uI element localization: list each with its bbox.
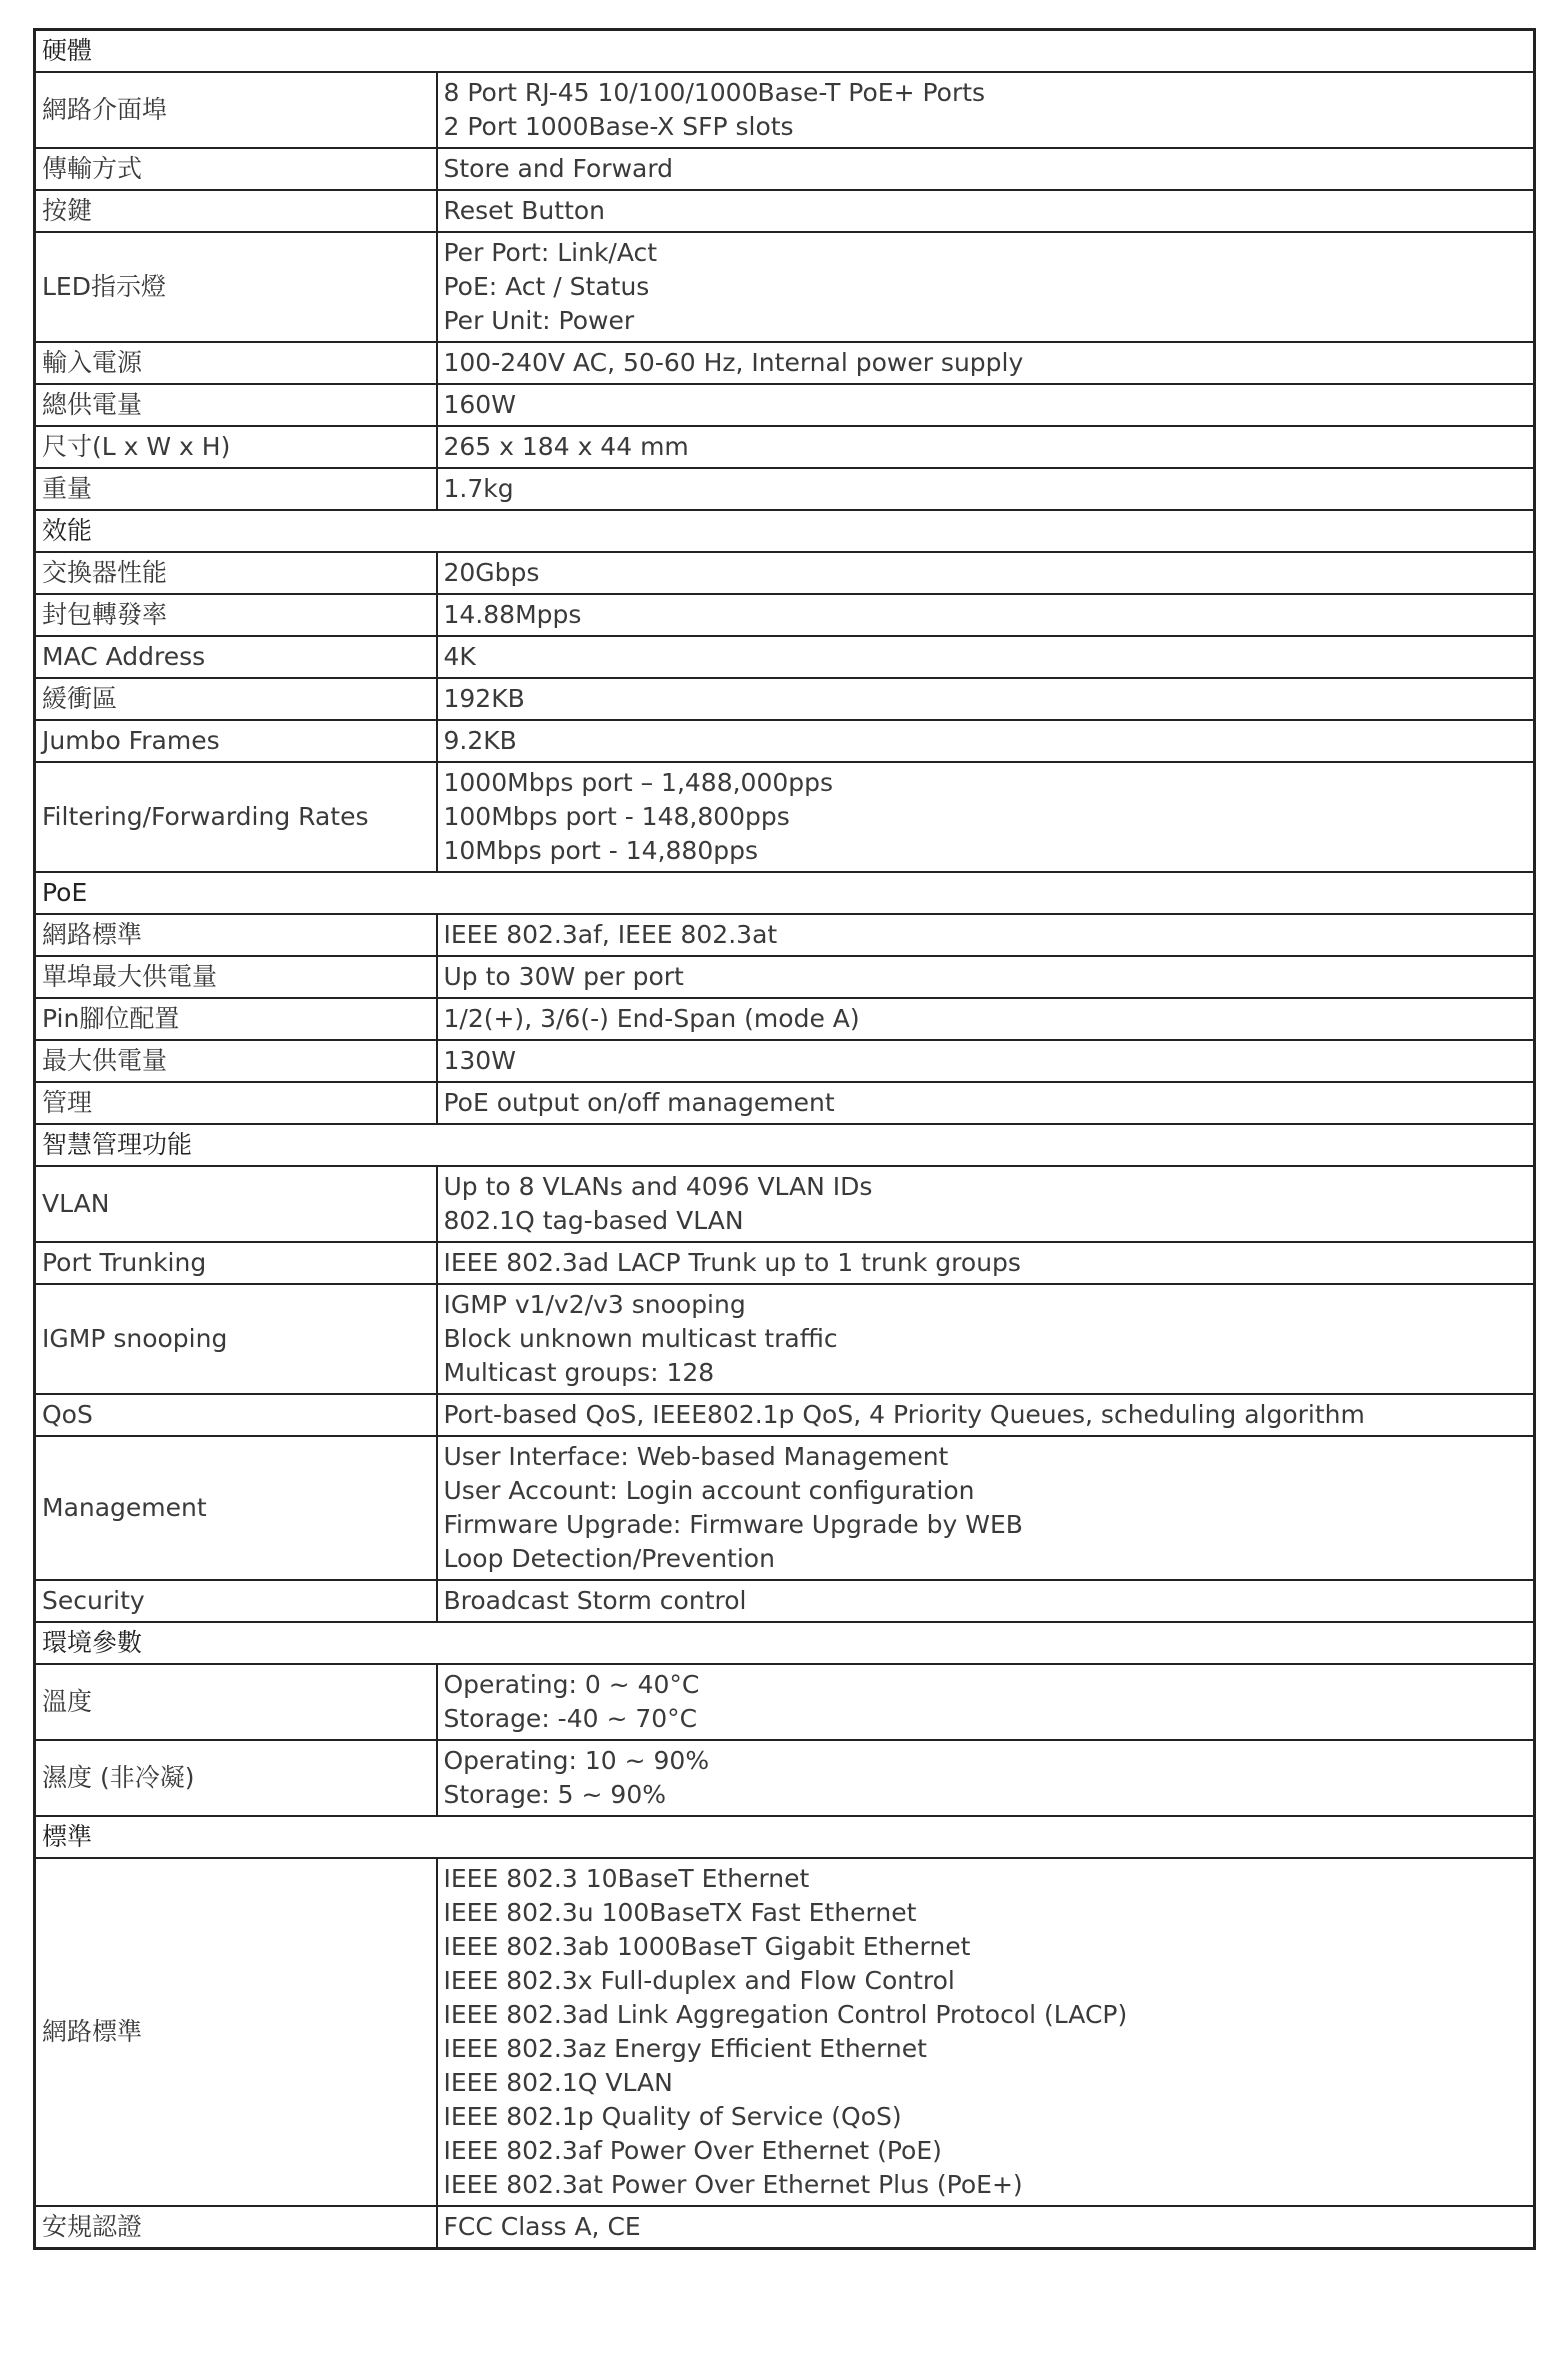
section-header-row	[35, 1622, 1535, 1664]
spec-value-line: IEEE 802.3at Power Over Ethernet Plus (PoE+)	[443, 2170, 1023, 2199]
section-header-row	[35, 872, 1535, 914]
spec-label: Filtering/Forwarding Rates	[35, 762, 437, 872]
spec-row	[35, 720, 1535, 762]
spec-value-line: IEEE 802.3u 100BaseTX Fast Ethernet	[443, 1898, 917, 1927]
section-title: 智慧管理功能	[35, 1124, 1535, 1166]
spec-row	[35, 232, 1535, 342]
spec-row	[35, 678, 1535, 720]
spec-value-line: PoE output on/off management	[443, 1088, 835, 1117]
spec-row	[35, 636, 1535, 678]
spec-row	[35, 426, 1535, 468]
spec-label: 最大供電量	[35, 1040, 437, 1082]
spec-value-cell	[437, 720, 1535, 762]
spec-value-line: Reset Button	[443, 196, 606, 225]
spec-value-cell	[437, 678, 1535, 720]
spec-value-cell	[437, 72, 1535, 148]
spec-value-cell	[437, 1082, 1535, 1124]
spec-label: Pin腳位配置	[35, 998, 437, 1040]
spec-value-line: 100Mbps port - 148,800pps	[443, 802, 790, 831]
spec-value-cell	[437, 1858, 1535, 2206]
spec-value-cell	[437, 914, 1535, 956]
spec-value-line: Operating: 0 ~ 40°C	[443, 1670, 700, 1699]
spec-row	[35, 384, 1535, 426]
spec-value-cell	[437, 190, 1535, 232]
spec-row	[35, 1580, 1535, 1622]
spec-row	[35, 1858, 1535, 2206]
spec-label: Security	[35, 1580, 437, 1622]
spec-value-line: Operating: 10 ~ 90%	[443, 1746, 710, 1775]
spec-label: 單埠最大供電量	[35, 956, 437, 998]
spec-value-cell	[437, 998, 1535, 1040]
spec-value-line: User Interface: Web-based Management	[443, 1442, 949, 1471]
spec-table	[33, 28, 1536, 2250]
spec-label: 尺寸(L x W x H)	[35, 426, 437, 468]
spec-row	[35, 1040, 1535, 1082]
spec-value-line: IEEE 802.3af, IEEE 802.3at	[443, 920, 778, 949]
spec-row	[35, 148, 1535, 190]
spec-label: 輸入電源	[35, 342, 437, 384]
spec-value-line: 265 x 184 x 44 mm	[443, 432, 689, 461]
spec-label: 溫度	[35, 1664, 437, 1740]
spec-row	[35, 72, 1535, 148]
spec-label: IGMP snooping	[35, 1284, 437, 1394]
spec-row	[35, 914, 1535, 956]
spec-row	[35, 1284, 1535, 1394]
spec-value-cell	[437, 232, 1535, 342]
spec-value-line: 130W	[443, 1046, 516, 1075]
spec-value-line: 14.88Mpps	[443, 600, 582, 629]
spec-value-line: IEEE 802.1p Quality of Service (QoS)	[443, 2102, 902, 2131]
spec-value-cell	[437, 1740, 1535, 1816]
spec-row	[35, 1394, 1535, 1436]
spec-value-cell	[437, 594, 1535, 636]
spec-value-cell	[437, 552, 1535, 594]
spec-value-line: 100-240V AC, 50-60 Hz, Internal power supply	[443, 348, 1024, 377]
spec-value-line: User Account: Login account configuration	[443, 1476, 975, 1505]
spec-value-line: 2 Port 1000Base-X SFP slots	[443, 112, 794, 141]
spec-value-cell	[437, 956, 1535, 998]
section-title: 標準	[35, 1816, 1535, 1858]
spec-value-cell	[437, 342, 1535, 384]
spec-value-line: Loop Detection/Prevention	[443, 1544, 775, 1573]
spec-value-line: 160W	[443, 390, 516, 419]
spec-value-line: Firmware Upgrade: Firmware Upgrade by WEB	[443, 1510, 1023, 1539]
spec-row	[35, 1664, 1535, 1740]
spec-label: 重量	[35, 468, 437, 510]
spec-value-line: Up to 8 VLANs and 4096 VLAN IDs	[443, 1172, 873, 1201]
spec-value-cell	[437, 2206, 1535, 2249]
spec-value-cell	[437, 1664, 1535, 1740]
spec-value-line: IGMP v1/v2/v3 snooping	[443, 1290, 746, 1319]
spec-value-cell	[437, 148, 1535, 190]
spec-label: MAC Address	[35, 636, 437, 678]
spec-label: 管理	[35, 1082, 437, 1124]
spec-value-line: PoE: Act / Status	[443, 272, 650, 301]
spec-label: 網路標準	[35, 914, 437, 956]
spec-value-line: IEEE 802.3ad Link Aggregation Control Protocol (LACP)	[443, 2000, 1128, 2029]
spec-value-line: IEEE 802.3az Energy Efficient Ethernet	[443, 2034, 927, 2063]
spec-label: 安規認證	[35, 2206, 437, 2249]
spec-label: VLAN	[35, 1166, 437, 1242]
spec-value-line: 1.7kg	[443, 474, 514, 503]
section-header-row	[35, 1124, 1535, 1166]
spec-value-line: 4K	[443, 642, 476, 671]
spec-value-line: Broadcast Storm control	[443, 1586, 747, 1615]
spec-row	[35, 190, 1535, 232]
spec-row	[35, 2206, 1535, 2249]
spec-value-line: 10Mbps port - 14,880pps	[443, 836, 758, 865]
spec-row	[35, 552, 1535, 594]
section-title: 效能	[35, 510, 1535, 552]
section-title: 環境參數	[35, 1622, 1535, 1664]
spec-value-cell	[437, 1242, 1535, 1284]
spec-label: 總供電量	[35, 384, 437, 426]
spec-value-line: 9.2KB	[443, 726, 517, 755]
spec-value-line: FCC Class A, CE	[443, 2212, 641, 2241]
section-header-row	[35, 1816, 1535, 1858]
section-title: 硬體	[35, 30, 1535, 73]
spec-value-line: 1/2(+), 3/6(-) End-Span (mode A)	[443, 1004, 860, 1033]
spec-label: 緩衝區	[35, 678, 437, 720]
spec-value-cell	[437, 1166, 1535, 1242]
spec-row	[35, 468, 1535, 510]
spec-value-cell	[437, 1580, 1535, 1622]
spec-value-line: IEEE 802.1Q VLAN	[443, 2068, 673, 2097]
spec-value-line: Per Port: Link/Act	[443, 238, 658, 267]
spec-label: 按鍵	[35, 190, 437, 232]
spec-label: 網路介面埠	[35, 72, 437, 148]
spec-row	[35, 998, 1535, 1040]
spec-value-line: Up to 30W per port	[443, 962, 684, 991]
spec-table-body	[35, 30, 1535, 2249]
spec-label: 濕度 (非冷凝)	[35, 1740, 437, 1816]
spec-value-line: 20Gbps	[443, 558, 540, 587]
spec-value-line: IEEE 802.3x Full-duplex and Flow Control	[443, 1966, 955, 1995]
spec-row	[35, 1242, 1535, 1284]
spec-row	[35, 762, 1535, 872]
spec-value-line: Per Unit: Power	[443, 306, 635, 335]
spec-row	[35, 342, 1535, 384]
spec-label: QoS	[35, 1394, 437, 1436]
spec-label: 傳輸方式	[35, 148, 437, 190]
spec-value-line: Multicast groups: 128	[443, 1358, 715, 1387]
spec-value-cell	[437, 636, 1535, 678]
spec-value-cell	[437, 762, 1535, 872]
spec-value-line: 1000Mbps port – 1,488,000pps	[443, 768, 834, 797]
spec-value-line: Port-based QoS, IEEE802.1p QoS, 4 Priority Queues, scheduling algorithm	[443, 1400, 1365, 1429]
spec-value-line: IEEE 802.3ad LACP Trunk up to 1 trunk groups	[443, 1248, 1021, 1277]
spec-value-line: 192KB	[443, 684, 525, 713]
spec-value-line: Storage: 5 ~ 90%	[443, 1780, 666, 1809]
spec-label: Management	[35, 1436, 437, 1580]
spec-value-line: IEEE 802.3af Power Over Ethernet (PoE)	[443, 2136, 942, 2165]
spec-label: Jumbo Frames	[35, 720, 437, 762]
spec-value-line: Store and Forward	[443, 154, 674, 183]
spec-row	[35, 1436, 1535, 1580]
spec-row	[35, 1166, 1535, 1242]
section-title: PoE	[35, 872, 1535, 914]
spec-label: Port Trunking	[35, 1242, 437, 1284]
spec-value-line: 802.1Q tag-based VLAN	[443, 1206, 744, 1235]
spec-label: LED指示燈	[35, 232, 437, 342]
spec-value-cell	[437, 468, 1535, 510]
spec-row	[35, 1740, 1535, 1816]
spec-value-cell	[437, 384, 1535, 426]
spec-label: 交換器性能	[35, 552, 437, 594]
spec-value-line: Block unknown multicast traffic	[443, 1324, 838, 1353]
spec-row	[35, 594, 1535, 636]
spec-value-cell	[437, 1284, 1535, 1394]
spec-value-cell	[437, 1394, 1535, 1436]
section-header-row	[35, 510, 1535, 552]
spec-value-line: 8 Port RJ-45 10/100/1000Base-T PoE+ Ports	[443, 78, 986, 107]
spec-value-line: Storage: -40 ~ 70°C	[443, 1704, 698, 1733]
spec-value-line: IEEE 802.3ab 1000BaseT Gigabit Ethernet	[443, 1932, 971, 1961]
spec-label: 封包轉發率	[35, 594, 437, 636]
spec-value-cell	[437, 1436, 1535, 1580]
spec-label: 網路標準	[35, 1858, 437, 2206]
spec-row	[35, 956, 1535, 998]
spec-row	[35, 1082, 1535, 1124]
section-header-row	[35, 30, 1535, 73]
spec-value-line: IEEE 802.3 10BaseT Ethernet	[443, 1864, 810, 1893]
spec-value-cell	[437, 1040, 1535, 1082]
spec-value-cell	[437, 426, 1535, 468]
